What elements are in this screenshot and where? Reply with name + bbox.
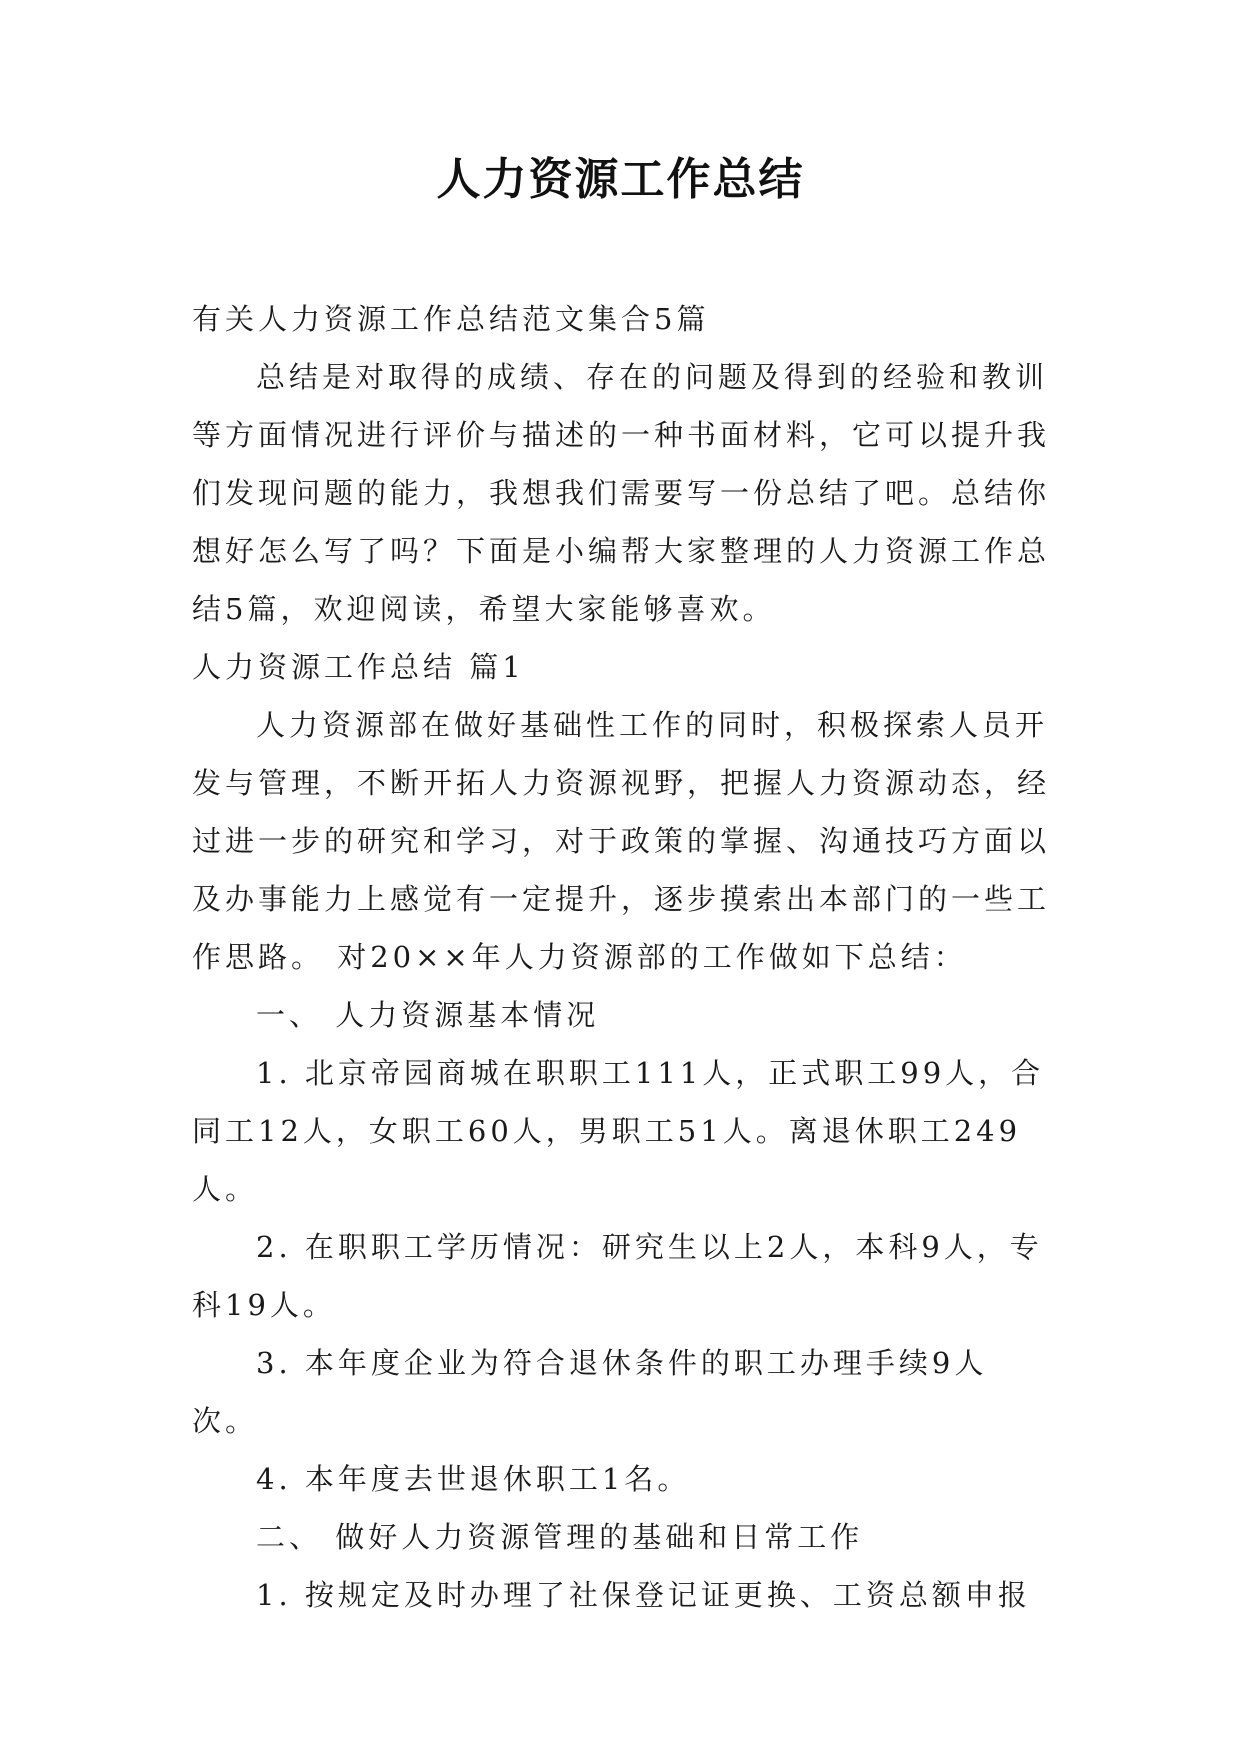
list-item-1: 1. 北京帝园商城在职职工111人，正式职工99人，合同工12人，女职工60人，男职工51人。离退休职工249人。 — [192, 1056, 1045, 1206]
list-item-2: 2. 在职职工学历情况：研究生以上2人，本科9人，专科19人。 — [192, 1230, 1043, 1322]
document-body — [192, 290, 1052, 1624]
intro-paragraph: 总结是对取得的成绩、存在的问题及得到的经验和教训等方面情况进行评价与描述的一种书面材料，它可以提升我们发现问题的能力，我想我们需要写一份总结了吧。总结你想好怎么写了吗？下面是小编帮大家整理的人力资源工作总结5篇，欢迎阅读，希望大家能够喜欢。 — [192, 360, 1051, 626]
document-title: 人力资源工作总结 — [436, 154, 805, 205]
list-item-3: 3. 本年度企业为符合退休条件的职工办理手续9人次。 — [192, 1346, 988, 1438]
intro-heading: 有关人力资源工作总结范文集合5篇 — [192, 302, 710, 336]
list-item-4: 4. 本年度去世退休职工1名。 — [256, 1462, 691, 1496]
section-heading-1: 人力资源工作总结 篇1 — [192, 650, 525, 684]
subheading-1: 一、 人力资源基本情况 — [256, 998, 600, 1032]
subheading-2: 二、 做好人力资源管理的基础和日常工作 — [256, 1520, 864, 1554]
list-item-5: 1. 按规定及时办理了社保登记证更换、工资总额申报 — [256, 1578, 1031, 1612]
section-1-paragraph: 人力资源部在做好基础性工作的同时，积极探索人员开发与管理，不断开拓人力资源视野，把握人力资源动态，经过进一步的研究和学习，对于政策的掌握、沟通技巧方面以及办事能力上感觉有一定提升，逐步摸索出本部门的一些工作思路。 对20××年人力资源部的工作做如下总结： — [192, 708, 1051, 974]
